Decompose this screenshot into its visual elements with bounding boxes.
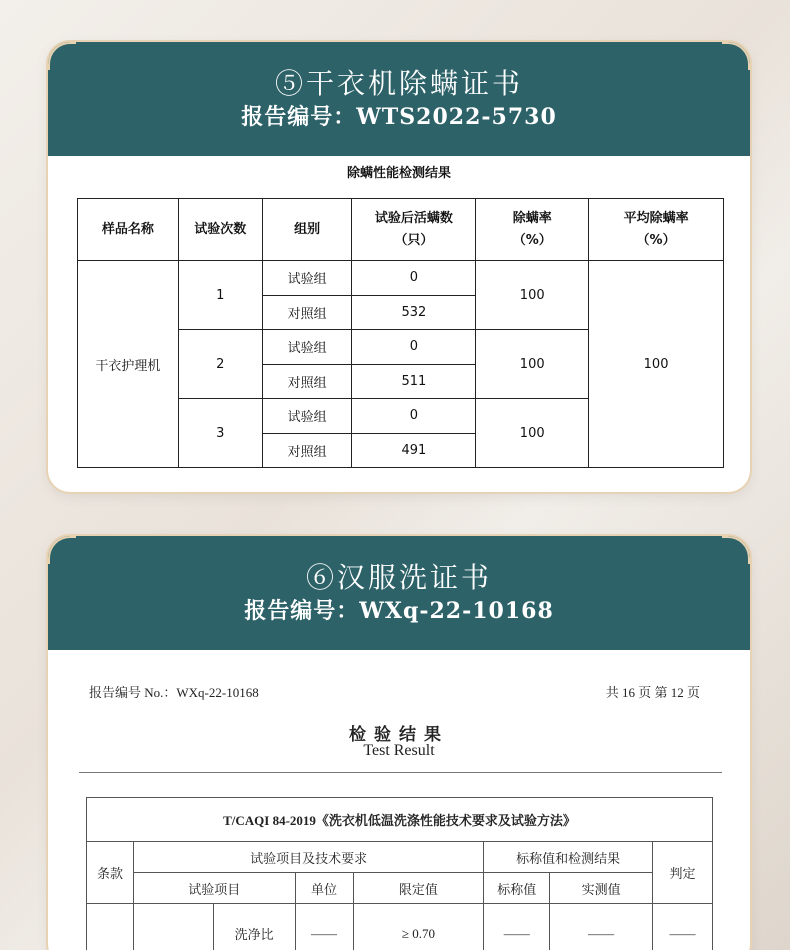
- standard-title: T/CAQI 84-2019《洗衣机低温洗涤性能技术要求及试验方法》: [87, 798, 713, 842]
- limit-cell: ≥ 0.70: [353, 904, 484, 950]
- col-removal-rate: 除螨率 （%）: [476, 199, 589, 261]
- col-avg-removal-rate: 平均除螨率 （%）: [589, 199, 724, 261]
- table-header-row: [87, 842, 713, 873]
- doc-report-number: 报告编号 No.：WXq-22-10168: [89, 685, 259, 700]
- certificate-header: [48, 42, 750, 156]
- judgement-cell: ——: [653, 904, 713, 950]
- col-unit: 单位: [295, 873, 353, 904]
- certificate-title: ⑥汉服洗证书: [305, 561, 492, 594]
- trial-number-cell: 2: [178, 330, 262, 399]
- nominal-cell: ——: [484, 904, 550, 950]
- count-cell: 0: [352, 399, 476, 434]
- avg-rate-cell: 100: [589, 261, 724, 468]
- col-items-requirements: 试验项目及技术要求: [133, 842, 483, 873]
- table-title: 除螨性能检测结果: [346, 166, 451, 181]
- group-cell: 试验组: [262, 399, 352, 434]
- col-group: 组别: [262, 199, 352, 261]
- rate-cell: 100: [476, 261, 589, 330]
- table-row: [87, 904, 713, 950]
- mite-results-table: [77, 198, 724, 468]
- certificate-title: ⑤干衣机除螨证书: [274, 67, 523, 100]
- report-number: 报告编号：WTS2022-5730: [241, 104, 557, 130]
- trial-number-cell: 3: [178, 399, 262, 468]
- col-measured: 实测值: [550, 873, 653, 904]
- group-cell: 试验组: [262, 330, 352, 365]
- item-group-cell: [133, 904, 213, 950]
- clause-cell: [87, 904, 134, 950]
- sample-name-cell: 干衣护理机: [78, 261, 179, 468]
- col-trial-number: 试验次数: [178, 199, 262, 261]
- group-cell: 试验组: [262, 261, 352, 296]
- col-nominal-measured: 标称值和检测结果: [484, 842, 653, 873]
- doc-title-en: Test Result: [363, 742, 435, 759]
- col-item: 试验项目: [133, 873, 295, 904]
- col-clause: 条款: [87, 842, 134, 904]
- item-cell: 洗净比: [213, 904, 295, 950]
- count-cell: 0: [352, 261, 476, 296]
- certificate-card-dust-mite: [48, 42, 750, 492]
- col-nominal: 标称值: [484, 873, 550, 904]
- count-cell: 0: [352, 330, 476, 365]
- standard-row: [87, 798, 713, 842]
- group-cell: 对照组: [262, 433, 352, 468]
- count-cell: 511: [352, 364, 476, 399]
- test-result-table: [86, 797, 713, 950]
- document-meta: [89, 682, 700, 701]
- col-judgement: 判定: [653, 842, 713, 904]
- report-document: [48, 650, 750, 950]
- certificate-header: [48, 536, 750, 650]
- certificate-card-hanfu-wash: [48, 536, 750, 950]
- col-sample-name: 样品名称: [78, 199, 179, 261]
- doc-page-indicator: 共 16 页 第 12 页: [605, 685, 700, 700]
- rate-cell: 100: [476, 399, 589, 468]
- rate-cell: 100: [476, 330, 589, 399]
- col-live-mites: 试验后活螨数 （只）: [352, 199, 476, 261]
- count-cell: 532: [352, 295, 476, 330]
- report-number: 报告编号：WXq-22-10168: [244, 598, 554, 624]
- group-cell: 对照组: [262, 364, 352, 399]
- count-cell: 491: [352, 433, 476, 468]
- divider: [79, 772, 722, 773]
- table-subheader-row: [87, 873, 713, 904]
- table-header-row: [78, 199, 724, 261]
- measured-cell: ——: [550, 904, 653, 950]
- table-row: [78, 261, 724, 296]
- group-cell: 对照组: [262, 295, 352, 330]
- doc-title: 检验结果: [349, 725, 449, 744]
- unit-cell: ——: [295, 904, 353, 950]
- col-limit: 限定值: [353, 873, 484, 904]
- trial-number-cell: 1: [178, 261, 262, 330]
